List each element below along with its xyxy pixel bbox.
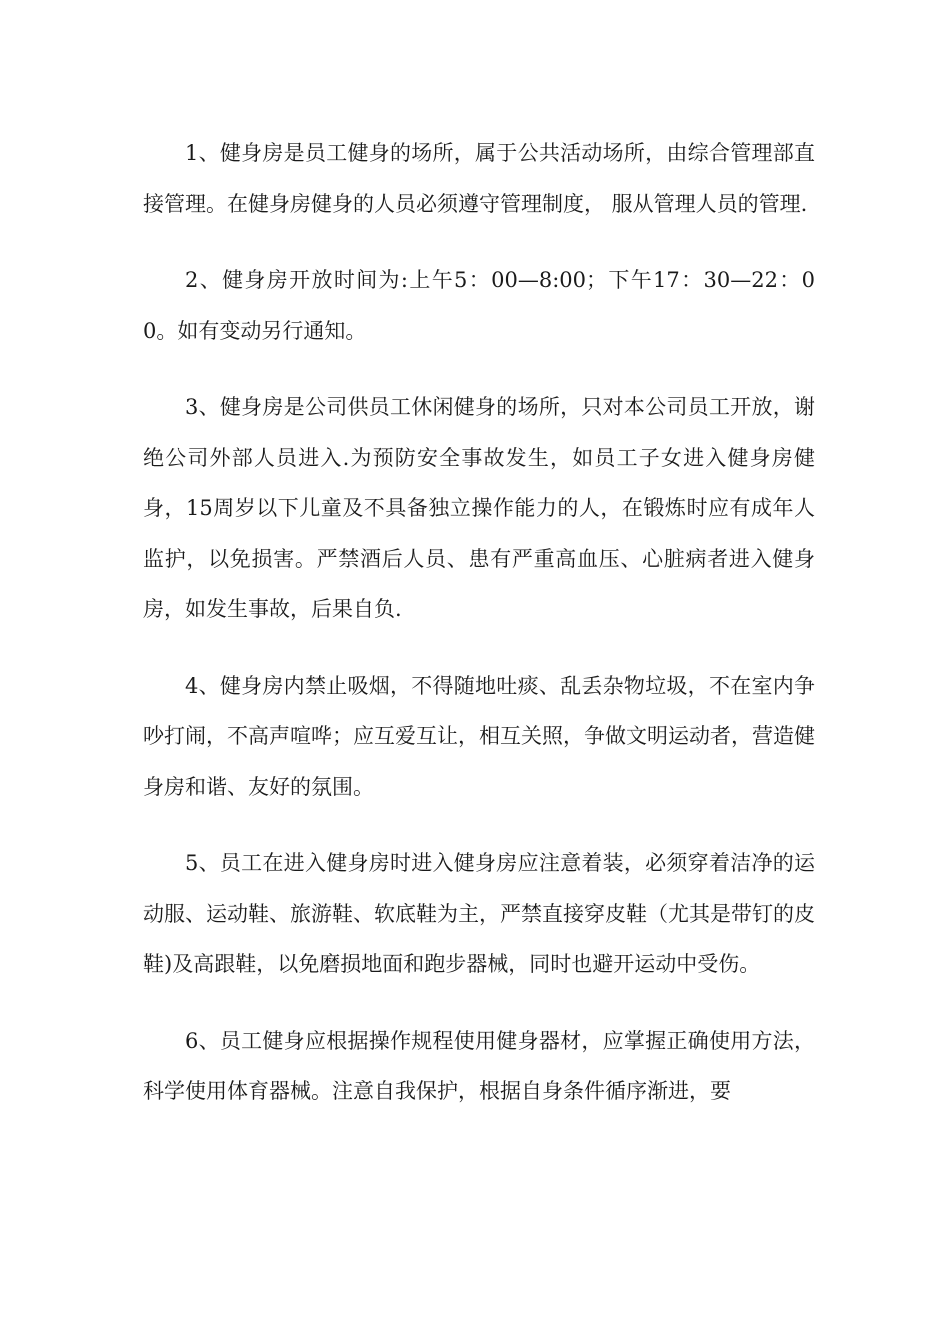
rule-paragraph-5: 5、员工在进入健身房时进入健身房应注意着装，必须穿着洁净的运动服、运动鞋、旅游鞋、软底鞋为主，严禁直接穿皮鞋（尤其是带钉的皮鞋)及高跟鞋，以免磨损地面和跑步器械，同时也避开运动中受伤。 [143,851,815,976]
rule-paragraph-2: 2、健身房开放时间为:上午5：00—8:00；下午17：30—22：00。如有变动另行通知。 [143,268,815,343]
rule-paragraph-1: 1、健身房是员工健身的场所，属于公共活动场所，由综合管理部直接管理。在健身房健身的人员必须遵守管理制度， 服从管理人员的管理. [143,141,815,216]
rule-paragraph-4: 4、健身房内禁止吸烟，不得随地吐痰、乱丢杂物垃圾，不在室内争吵打闹，不高声喧哗；应互爱互让，相互关照，争做文明运动者，营造健身房和谐、友好的氛围。 [143,673,815,799]
rule-paragraph-6: 6、员工健身应根据操作规程使用健身器材，应掌握正确使用方法，科学使用体育器械。注意自我保护，根据自身条件循序渐进，要 [143,1028,815,1103]
document-body [143,128,815,1143]
rule-paragraph-3: 3、健身房是公司供员工休闲健身的场所，只对本公司员工开放，谢绝公司外部人员进入.为预防安全事故发生，如员工子女进入健身房健身，15周岁以下儿童及不具备独立操作能力的人，在锻炼时应有成年人监护，以免损害。严禁酒后人员、患有严重高血压、心脏病者进入健身房，如发生事故，后果自负. [143,395,815,621]
